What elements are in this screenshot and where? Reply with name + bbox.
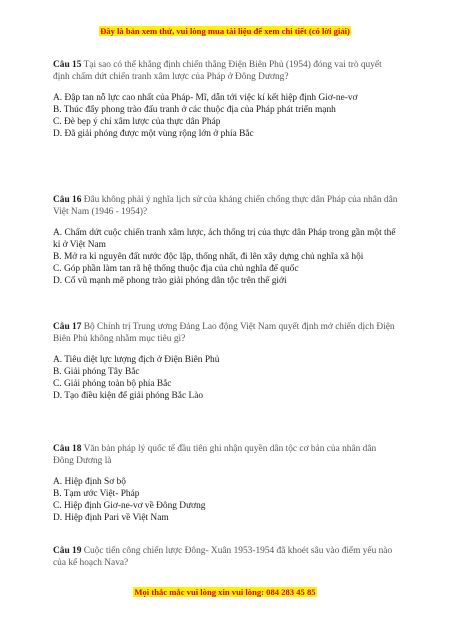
question-text: Bộ Chính trị Trung ương Đảng Lao động Việt Nam quyết định mở chiến dịch Điện Biên Phủ không nhằm mục tiêu gì? (53, 322, 395, 344)
contact-notice-banner (0, 587, 450, 598)
answer-option-c: C. Góp phần làm tan rã hệ thống thuộc địa của chủ nghĩa đế quốc (53, 264, 299, 274)
question-text: Văn bản pháp lý quốc tế đầu tiên ghi nhận quyền dân tộc cơ bản của nhân dân Đông Dương là (53, 444, 377, 466)
question-text: Đâu không phải ý nghĩa lịch sử của kháng chiến chống thực dân Pháp của nhân dân Việt Nam (1946 - 1954)? (53, 195, 398, 217)
answer-option-d: D. Đã giải phóng được một vùng rộng lớn ở phía Bắc (53, 129, 254, 139)
question-number: Câu 16 (53, 195, 82, 205)
question-stem (53, 59, 398, 83)
answer-option-c: C. Giải phóng toàn bộ phía Bắc (53, 379, 172, 389)
question-19 (53, 545, 398, 578)
answer-option-d: D. Cổ vũ mạnh mẽ phong trào giải phóng dân tộc trên thế giới (53, 276, 287, 286)
question-16 (53, 194, 398, 287)
question-text: Tại sao có thể khẳng định chiến thắng Điện Biên Phủ (1954) đóng vai trò quyết định chấm dứt chiến tranh xâm lược của Pháp ở Đông Dương? (53, 60, 382, 82)
answer-option-b: B. Thúc đẩy phong trào đấu tranh ở các thuộc địa của Pháp phát triển mạnh (53, 105, 336, 115)
contact-notice-text: Mọi thắc mắc vui lòng xin vui lòng: 084 283 45 85 (134, 587, 316, 597)
question-number: Câu 18 (53, 444, 82, 454)
question-stem (53, 443, 398, 467)
answer-option-c: C. Hiệp định Giơ-ne-vơ về Đông Dương (53, 501, 206, 511)
answer-option-a: A. Hiệp định Sơ bộ (53, 477, 126, 487)
question-17 (53, 321, 398, 402)
answer-option-a: A. Chấm dứt cuộc chiến tranh xâm lược, ách thống trị của thực dân Pháp trong gần một thế kỉ ở Việt Nam (53, 228, 396, 250)
question-number: Câu 19 (53, 546, 82, 556)
question-15 (53, 59, 398, 140)
answer-option-b: B. Tạm ước Việt- Pháp (53, 489, 140, 499)
question-text: Cuộc tiến công chiến lược Đông- Xuân 1953-1954 đã khoét sâu vào điểm yếu nào của kế hoạch Nava? (53, 546, 393, 568)
question-number: Câu 15 (53, 60, 82, 70)
answer-option-a: A. Đập tan nỗ lực cao nhất của Pháp- Mĩ, dẫn tới việc kí kết hiệp định Giơ-ne-vơ (53, 93, 358, 103)
question-stem (53, 545, 398, 569)
preview-notice-banner (0, 26, 450, 37)
question-number: Câu 17 (53, 322, 82, 332)
answer-option-c: C. Đè bẹp ý chí xâm lược của thực dân Pháp (53, 117, 221, 127)
answer-option-a: A. Tiêu diệt lực lượng địch ở Điện Biên Phủ (53, 355, 220, 365)
preview-notice-text: Đây là bản xem thử, vui lòng mua tài liệu để xem chi tiết (có lời giải) (100, 26, 350, 36)
answer-option-d: D. Hiệp định Pari về Việt Nam (53, 513, 169, 523)
answer-option-b: B. Giải phóng Tây Bắc (53, 367, 140, 377)
question-18 (53, 443, 398, 524)
question-stem (53, 321, 398, 345)
question-stem (53, 194, 398, 218)
answer-option-d: D. Tạo điều kiện để giải phóng Bắc Lào (53, 391, 204, 401)
answer-option-b: B. Mở ra kỉ nguyên đất nước độc lập, thống nhất, đi lên xây dựng chủ nghĩa xã hội (53, 252, 364, 262)
